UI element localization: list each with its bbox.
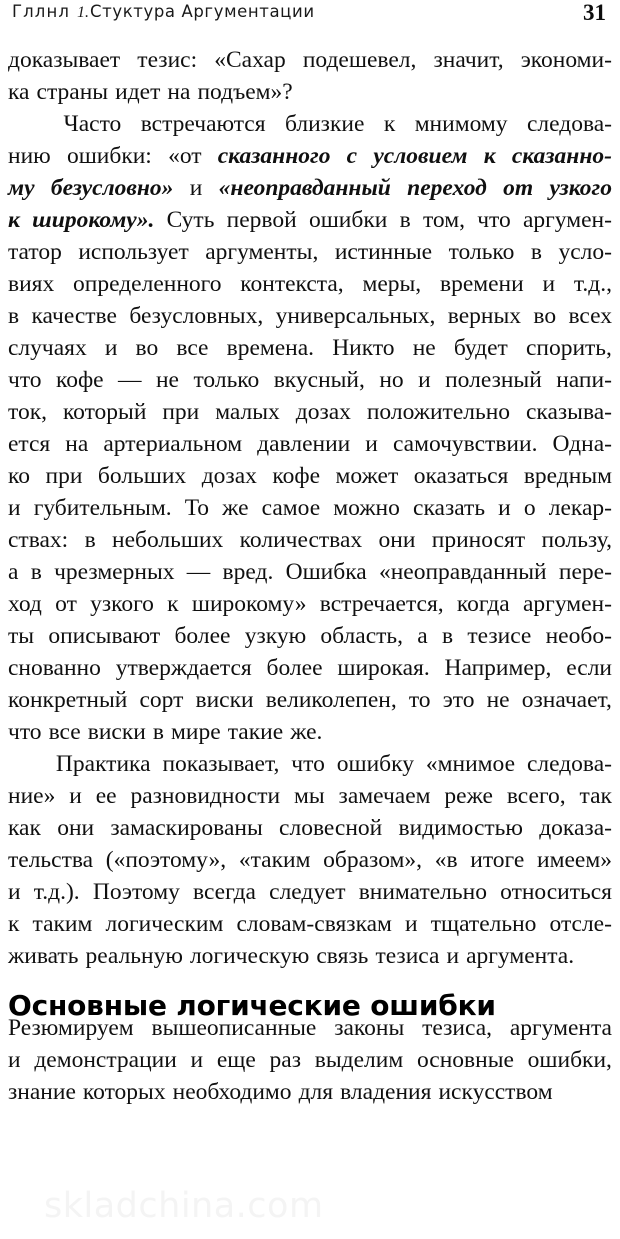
running-head-chapter-title: Стуктура Аргументации xyxy=(90,2,315,21)
word: к xyxy=(383,111,396,137)
word: следует xyxy=(269,879,346,905)
word: сказать xyxy=(413,495,486,521)
word: самое xyxy=(261,495,321,521)
word: Часто xyxy=(63,111,122,137)
word: следова- xyxy=(526,751,612,777)
word: означает, xyxy=(521,687,612,713)
word: ошибки xyxy=(308,207,388,233)
word: при xyxy=(162,399,200,425)
text-line xyxy=(8,108,612,140)
word: замаскированы xyxy=(110,815,263,841)
word: ты xyxy=(8,623,35,649)
emphasized-word: «неоправданный xyxy=(218,175,391,201)
word: это xyxy=(442,687,475,713)
emphasized-word: с xyxy=(346,143,358,169)
word: качестве xyxy=(31,303,117,329)
text-line xyxy=(8,492,612,524)
text-line xyxy=(8,460,612,492)
emphasized-word: от xyxy=(503,175,534,201)
word: ток, xyxy=(8,399,48,425)
page-body-text-after-heading xyxy=(8,1012,612,1108)
text-line xyxy=(8,620,612,652)
word: более xyxy=(266,655,323,681)
word: имеем» xyxy=(537,847,612,873)
word: («поэтому», xyxy=(105,847,227,873)
word: логическим xyxy=(105,911,224,937)
word: и xyxy=(498,495,511,521)
word: дозах xyxy=(201,463,257,489)
word: ошибку xyxy=(336,751,414,777)
word: в xyxy=(84,527,96,553)
word: утверждается xyxy=(115,655,252,681)
word: губительным. xyxy=(33,495,172,521)
text-line xyxy=(8,780,612,812)
word: универсальных, xyxy=(275,303,436,329)
word: Поэтому xyxy=(92,879,180,905)
word: Практика xyxy=(55,751,151,777)
word: том, xyxy=(422,207,465,233)
word: — xyxy=(186,559,211,585)
text-line xyxy=(8,524,612,556)
word: ется xyxy=(8,431,51,457)
word: в xyxy=(8,303,20,329)
word: что xyxy=(8,367,42,393)
word: основные xyxy=(416,1047,514,1073)
text-line xyxy=(8,268,612,300)
word: давлении xyxy=(257,431,351,457)
word: и xyxy=(104,335,118,361)
word: пере- xyxy=(558,559,612,585)
word: как xyxy=(8,815,41,841)
paragraph xyxy=(8,44,612,108)
word: законы xyxy=(334,1015,405,1041)
word: будет xyxy=(453,335,508,361)
word: усло- xyxy=(558,239,612,265)
word: ка xyxy=(8,79,30,105)
word: такие xyxy=(227,719,284,745)
word: оказаться xyxy=(413,463,509,489)
word: которых xyxy=(82,1079,166,1105)
word: и xyxy=(446,943,460,969)
emphasized-word: сказанно- xyxy=(511,143,612,169)
word: «Сахар xyxy=(214,47,286,73)
paragraph xyxy=(8,748,612,972)
word: татор xyxy=(8,239,62,265)
text-line xyxy=(8,684,612,716)
word: великолепен, xyxy=(265,687,397,713)
word: не xyxy=(486,687,510,713)
word: то xyxy=(408,687,431,713)
word: к xyxy=(167,591,179,617)
text-line xyxy=(8,428,612,460)
word: «в xyxy=(434,847,458,873)
word: а xyxy=(8,559,19,585)
word: сказыва- xyxy=(525,399,612,425)
word: больших xyxy=(97,463,187,489)
word: виях xyxy=(8,271,55,297)
word: логическую xyxy=(189,943,310,969)
text-line xyxy=(8,44,612,76)
word: ние» xyxy=(8,783,56,809)
word: конкретный xyxy=(8,687,128,713)
word: и xyxy=(8,1047,21,1073)
word: количествах xyxy=(239,527,363,553)
word: ко xyxy=(8,463,30,489)
text-line xyxy=(8,556,612,588)
word: искусством xyxy=(438,1079,553,1105)
emphasized-word: условием xyxy=(373,143,468,169)
word: сорт xyxy=(139,687,184,713)
word: — xyxy=(118,367,142,393)
word: встречаются xyxy=(140,111,266,137)
word: видимостью xyxy=(398,815,523,841)
word: отсле- xyxy=(549,911,612,937)
word: ошибки, xyxy=(527,1047,612,1073)
word: относиться xyxy=(500,879,612,905)
word: выделим xyxy=(314,1047,404,1073)
word: образом», xyxy=(323,847,422,873)
word: не xyxy=(412,335,436,361)
word: в xyxy=(399,207,411,233)
word: таким xyxy=(32,911,93,937)
word: показывает, xyxy=(162,751,280,777)
word: безусловных, xyxy=(129,303,264,329)
word: вышеописанные xyxy=(151,1015,317,1041)
word: словам-связкам xyxy=(236,911,392,937)
word: еще xyxy=(216,1047,256,1073)
word: а xyxy=(417,623,428,649)
word: Резюмируем xyxy=(8,1015,134,1041)
word: раз xyxy=(269,1047,302,1073)
word: Суть xyxy=(166,207,215,233)
word: аргумента. xyxy=(466,943,575,969)
word: тельства xyxy=(8,847,94,873)
text-line xyxy=(8,1044,612,1076)
word: и xyxy=(405,911,418,937)
word: дозах xyxy=(295,399,351,425)
word: Например, xyxy=(444,655,552,681)
word: во xyxy=(533,303,557,329)
word: аргумен- xyxy=(522,207,612,233)
word: близкие xyxy=(285,111,365,137)
word: не xyxy=(155,367,179,393)
word: подъем»? xyxy=(197,79,293,105)
running-head-chapter-number: 1. xyxy=(77,4,89,21)
word: т.д.). xyxy=(33,879,80,905)
word: если xyxy=(566,655,612,681)
word: значит, xyxy=(433,47,504,73)
word: и xyxy=(8,495,21,521)
word: положительно xyxy=(366,399,511,425)
running-head-title xyxy=(12,2,315,22)
word: случаях xyxy=(8,335,87,361)
emphasized-word: безусловно» xyxy=(50,175,174,201)
running-head-chapter-word: Гллнл xyxy=(12,2,70,21)
word: верных xyxy=(447,303,522,329)
word: артериальном xyxy=(103,431,243,457)
text-line xyxy=(8,940,612,972)
word: чрезмерных xyxy=(54,559,175,585)
text-line xyxy=(8,812,612,844)
text-line xyxy=(8,876,612,908)
word: ошибки: xyxy=(66,143,152,169)
word: лекар- xyxy=(548,495,612,521)
text-line xyxy=(8,1012,612,1044)
word: Никто xyxy=(332,335,395,361)
word: связь xyxy=(316,943,369,969)
text-line xyxy=(8,844,612,876)
word: и xyxy=(365,431,378,457)
word: истинные xyxy=(334,239,433,265)
word: для xyxy=(298,1079,334,1105)
word: все xyxy=(48,719,81,745)
word: и xyxy=(189,175,203,201)
word: мы xyxy=(293,783,325,809)
word: в xyxy=(152,719,164,745)
word: небольших xyxy=(112,527,224,553)
word: малых xyxy=(215,399,280,425)
word: встречается, xyxy=(319,591,444,617)
word: определенного xyxy=(73,271,222,297)
word: необходимо xyxy=(172,1079,292,1105)
word: подешевел, xyxy=(302,47,417,73)
section-heading: Основные логические ошибки xyxy=(8,989,496,1023)
word: от xyxy=(55,591,77,617)
text-line xyxy=(8,588,612,620)
word: широкая. xyxy=(337,655,430,681)
page-number: 31 xyxy=(583,0,606,25)
word: всегда xyxy=(193,879,256,905)
word: демонстрации xyxy=(34,1047,177,1073)
word: узкую xyxy=(244,623,307,649)
emphasized-word: сказанного xyxy=(217,143,331,169)
word: и xyxy=(190,1047,204,1073)
text-line xyxy=(8,300,612,332)
word: описывают xyxy=(48,623,161,649)
word: во xyxy=(135,335,159,361)
word: словесной xyxy=(279,815,383,841)
word: времени xyxy=(439,271,524,297)
word: тезис: xyxy=(137,47,198,73)
word: пользу, xyxy=(541,527,612,553)
word: виски xyxy=(195,687,254,713)
word: широкому» xyxy=(191,591,307,617)
word: тщательно xyxy=(430,911,537,937)
word: же xyxy=(222,495,249,521)
word: область, xyxy=(320,623,403,649)
word: и xyxy=(542,271,556,297)
word: когда xyxy=(456,591,510,617)
word: ход xyxy=(8,591,42,617)
word: «мнимое xyxy=(425,751,516,777)
word: же. xyxy=(290,719,323,745)
word: доказывает xyxy=(8,47,121,73)
word: нию xyxy=(8,143,51,169)
word: только xyxy=(193,367,260,393)
watermark: skladchina.com xyxy=(44,1186,324,1226)
emphasized-word: к xyxy=(8,207,20,233)
word: аргумента xyxy=(509,1015,612,1041)
word: напи- xyxy=(556,367,612,393)
word: всех xyxy=(568,303,612,329)
word: снованно xyxy=(8,655,101,681)
word: при xyxy=(45,463,83,489)
word: самочувствии. xyxy=(392,431,538,457)
text-line xyxy=(8,716,612,748)
text-line xyxy=(8,748,612,780)
word: о xyxy=(523,495,536,521)
paragraph xyxy=(8,108,612,748)
word: времена. xyxy=(226,335,315,361)
word: контекста, xyxy=(240,271,344,297)
word: более xyxy=(174,623,231,649)
text-line xyxy=(8,76,612,108)
word: аргументы, xyxy=(205,239,319,265)
word: к xyxy=(8,911,20,937)
emphasized-word: узкого xyxy=(549,175,612,201)
text-line xyxy=(8,908,612,940)
text-line xyxy=(8,204,612,236)
word: То xyxy=(184,495,210,521)
emphasized-word: переход xyxy=(407,175,487,201)
word: идет xyxy=(115,79,161,105)
word: следова- xyxy=(526,111,612,137)
word: знание xyxy=(8,1079,76,1105)
text-line xyxy=(8,364,612,396)
word: на xyxy=(167,79,191,105)
word: живать xyxy=(8,943,79,969)
word: может xyxy=(335,463,399,489)
word: вкусный, xyxy=(273,367,365,393)
word: вредным xyxy=(523,463,612,489)
word: ее xyxy=(95,783,117,809)
word: кофе xyxy=(55,367,104,393)
text-line xyxy=(8,236,612,268)
word: т.д., xyxy=(573,271,612,297)
word: который xyxy=(62,399,147,425)
word: в xyxy=(530,239,542,265)
word: «таким xyxy=(238,847,311,873)
word: итоге xyxy=(470,847,525,873)
word: Одна- xyxy=(552,431,612,457)
word: спорить, xyxy=(525,335,612,361)
text-line xyxy=(8,1076,612,1108)
word: тезиса xyxy=(375,943,440,969)
emphasized-word: му xyxy=(8,175,35,201)
text-line xyxy=(8,140,612,172)
word: «неоправданный xyxy=(378,559,547,585)
word: первой xyxy=(226,207,297,233)
word: внимательно xyxy=(358,879,487,905)
word: они xyxy=(57,815,95,841)
emphasized-word: к xyxy=(483,143,496,169)
word: в xyxy=(441,623,454,649)
emphasized-word: широкому». xyxy=(32,207,155,233)
word: и xyxy=(418,367,431,393)
word: мире xyxy=(171,719,221,745)
word: что xyxy=(477,207,511,233)
word: «от xyxy=(168,143,202,169)
word: тезисе xyxy=(467,623,532,649)
word: они xyxy=(378,527,416,553)
word: виски xyxy=(87,719,146,745)
word: кофе xyxy=(272,463,321,489)
paragraph xyxy=(8,1012,612,1108)
word: страны xyxy=(36,79,109,105)
word: доказа- xyxy=(539,815,612,841)
text-line xyxy=(8,396,612,428)
word: всего, xyxy=(506,783,566,809)
word: владения xyxy=(340,1079,432,1105)
word: тезиса, xyxy=(422,1015,492,1041)
word: и xyxy=(69,783,82,809)
word: можно xyxy=(333,495,400,521)
running-head xyxy=(0,2,620,32)
word: Ошибка xyxy=(285,559,367,585)
word: и xyxy=(8,879,21,905)
word: в xyxy=(30,559,42,585)
word: аргумен- xyxy=(523,591,612,617)
word: разновидности xyxy=(130,783,281,809)
word: на xyxy=(65,431,89,457)
word: что xyxy=(291,751,325,777)
text-line xyxy=(8,172,612,204)
word: все xyxy=(176,335,209,361)
word: замечаем xyxy=(338,783,431,809)
word: узкого xyxy=(90,591,154,617)
word: реже xyxy=(444,783,493,809)
word: полезный xyxy=(445,367,542,393)
word: экономи- xyxy=(520,47,612,73)
word: использует xyxy=(78,239,189,265)
word: ствах: xyxy=(8,527,69,553)
word: так xyxy=(579,783,612,809)
word: но xyxy=(379,367,404,393)
word: необо- xyxy=(545,623,612,649)
word: только xyxy=(448,239,515,265)
word: что xyxy=(8,719,42,745)
word: вред. xyxy=(222,559,274,585)
text-line xyxy=(8,332,612,364)
word: мнимому xyxy=(414,111,508,137)
page-body-text xyxy=(8,44,612,972)
word: меры, xyxy=(362,271,422,297)
text-line xyxy=(8,652,612,684)
word: реальную xyxy=(85,943,183,969)
word: приносят xyxy=(431,527,526,553)
